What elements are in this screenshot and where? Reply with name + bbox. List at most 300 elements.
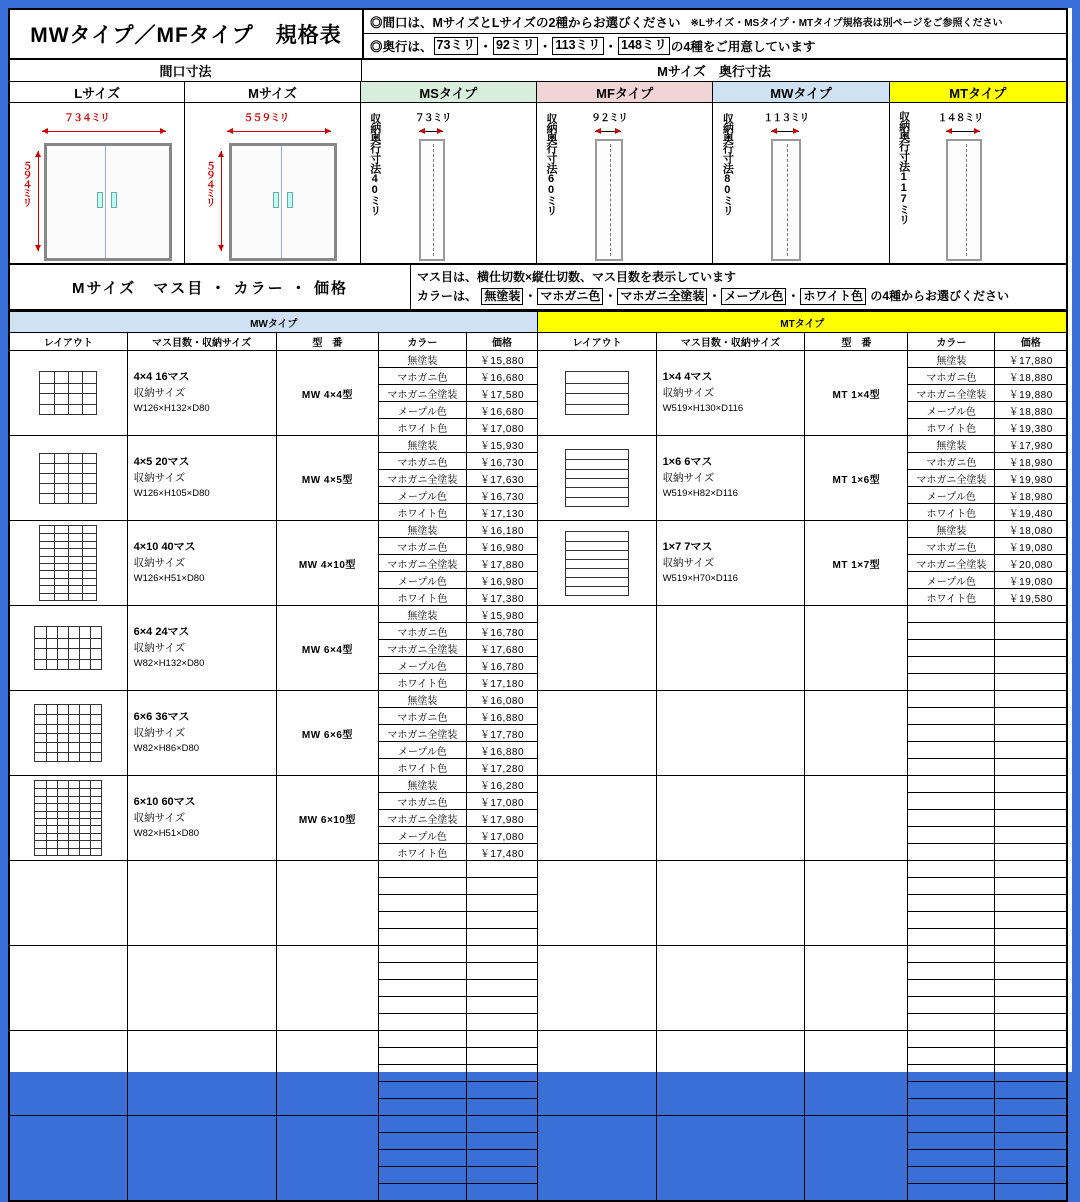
dimension-col-m-label: Mサイズ: [185, 82, 359, 103]
price-cell: [466, 997, 538, 1014]
price-cell: [995, 776, 1067, 793]
color-cell: [379, 1065, 466, 1082]
m-height-arrow: [221, 151, 222, 251]
price-cell: [995, 844, 1067, 861]
spec-text: 1×6 6マス 収納サイズ W519×H82×D116: [662, 455, 738, 499]
m-width-label: ５５９ミリ: [243, 113, 289, 124]
color-cell: 無塗装: [379, 521, 466, 538]
color-cell: [908, 640, 995, 657]
mw-panel-dashline: [787, 144, 788, 256]
price-cell: ￥16,780: [466, 657, 538, 674]
color-cell: 無塗装: [379, 351, 466, 368]
color-cell: [908, 1031, 995, 1048]
color-cell: [379, 997, 466, 1014]
price-cell: ￥16,980: [466, 538, 538, 555]
price-cell: [466, 1065, 538, 1082]
color-cell: ホワイト色: [908, 504, 995, 521]
color-option-maple: メープル色: [721, 288, 786, 305]
color-cell: [908, 878, 995, 895]
color-cell: [908, 895, 995, 912]
table-col-header: マス目数・収納サイズ: [127, 333, 276, 351]
color-cell: マホガニ全塗装: [379, 385, 466, 402]
table-col-header: マス目数・収納サイズ: [656, 333, 805, 351]
price-cell: ￥16,080: [466, 691, 538, 708]
color-cell: マホガニ色: [908, 453, 995, 470]
color-cell: [379, 895, 466, 912]
spec-cell-empty: [656, 776, 805, 861]
price-cell: [466, 1116, 538, 1133]
color-cell: マホガニ全塗装: [379, 810, 466, 827]
layout-thumbnail: [39, 525, 97, 601]
color-cell: ホワイト色: [379, 759, 466, 776]
color-cell: [908, 946, 995, 963]
dimension-col-mw-figure: [713, 103, 888, 263]
dimension-section-headers: [10, 60, 1066, 82]
dimension-col-m: [185, 82, 360, 263]
layout-cell-empty: [538, 861, 656, 946]
m-window-mullion: [281, 146, 282, 258]
layout-thumbnail: [34, 704, 102, 762]
price-cell: [995, 606, 1067, 623]
price-cell: [995, 980, 1067, 997]
color-cell: マホガニ全塗装: [908, 385, 995, 402]
price-cell: [995, 1099, 1067, 1116]
table-type-header-mw: MWタイプ: [9, 312, 538, 333]
dimension-col-m-figure: [185, 103, 359, 263]
color-cell: 無塗装: [908, 521, 995, 538]
price-cell: ￥16,180: [466, 521, 538, 538]
color-cell: [379, 878, 466, 895]
price-cell: [466, 1167, 538, 1184]
color-cell: [908, 963, 995, 980]
spec-cell: [656, 521, 805, 606]
dimension-col-mt-figure: [890, 103, 1066, 263]
spec-price-table: [8, 311, 1068, 1202]
color-cell: ホワイト色: [379, 844, 466, 861]
price-cell: [995, 1116, 1067, 1133]
spec-cell: [127, 351, 276, 436]
price-cell: ￥18,880: [995, 368, 1067, 385]
color-cell: [908, 844, 995, 861]
l-height-arrow: [38, 151, 39, 251]
color-cell: マホガニ全塗装: [908, 555, 995, 572]
depth-option-73: 73ミリ: [434, 37, 479, 55]
price-cell: [995, 793, 1067, 810]
price-cell: ￥17,080: [466, 793, 538, 810]
model-cell-empty: [805, 1031, 908, 1116]
color-cell: 無塗装: [379, 606, 466, 623]
model-cell: MT 1×7型: [805, 521, 908, 606]
spec-cell: [127, 606, 276, 691]
price-cell: ￥16,680: [466, 402, 538, 419]
maguchi-header: 間口寸法: [10, 60, 362, 82]
model-cell: MT 1×4型: [805, 351, 908, 436]
spec-cell-empty: [656, 1031, 805, 1116]
price-cell: ￥17,780: [466, 725, 538, 742]
dimension-col-l-figure: [10, 103, 184, 263]
color-cell: [908, 708, 995, 725]
color-cell: マホガニ全塗装: [379, 640, 466, 657]
mf-panel-dashline: [610, 144, 611, 256]
header-note-2-post: の4種をご用意しています: [670, 40, 816, 54]
color-cell: [379, 1031, 466, 1048]
layout-thumbnail: [39, 371, 97, 415]
table-col-header: レイアウト: [538, 333, 656, 351]
header-note-1-text: ◎間口は、MサイズとLサイズの2種からお選びください: [370, 15, 681, 30]
price-cell: [466, 946, 538, 963]
price-cell: ￥16,730: [466, 453, 538, 470]
color-cell: メープル色: [379, 402, 466, 419]
price-cell: ￥19,980: [995, 470, 1067, 487]
color-cell: マホガニ全塗装: [908, 470, 995, 487]
layout-cell-empty: [538, 1031, 656, 1116]
layout-cell: [9, 606, 127, 691]
model-cell-empty: [276, 861, 379, 946]
spec-cell-empty: [127, 861, 276, 946]
price-cell: ￥17,080: [466, 827, 538, 844]
mt-depth-label: １４８ミリ: [937, 113, 983, 124]
spec-price-table-body: [9, 312, 1067, 1202]
l-window-drawing: [44, 143, 172, 261]
l-window-handle-right: [111, 192, 117, 208]
color-cell: [908, 691, 995, 708]
price-cell: ￥19,080: [995, 572, 1067, 589]
spec-text: 4×10 40マス 収納サイズ W126×H51×D80: [133, 540, 205, 584]
ms-panel-dashline: [433, 144, 434, 256]
layout-thumbnail: [565, 371, 629, 415]
color-cell: [379, 1184, 466, 1202]
color-cell: [908, 1116, 995, 1133]
price-cell: [466, 929, 538, 946]
price-cell: ￥17,580: [466, 385, 538, 402]
price-cell: [995, 691, 1067, 708]
price-cell: [995, 1031, 1067, 1048]
price-cell: ￥17,880: [995, 351, 1067, 368]
price-cell: [995, 861, 1067, 878]
layout-thumbnail: [34, 626, 102, 670]
price-cell: ￥16,980: [466, 572, 538, 589]
spec-cell-empty: [656, 861, 805, 946]
m-width-arrow: [227, 131, 331, 132]
price-cell: [995, 878, 1067, 895]
model-cell: MT 1×6型: [805, 436, 908, 521]
spec-cell-empty: [656, 946, 805, 1031]
color-cell: [908, 623, 995, 640]
table-col-header: 価格: [995, 333, 1067, 351]
price-cell: [995, 674, 1067, 691]
price-cell: [995, 1167, 1067, 1184]
model-cell-empty: [805, 606, 908, 691]
color-cell: [908, 1048, 995, 1065]
layout-cell-empty: [9, 946, 127, 1031]
price-cell: ￥19,380: [995, 419, 1067, 436]
layout-thumbnail: [39, 453, 97, 504]
price-note-2: カラーは、 無塗装 ・ マホガニ色 ・ マホガニ全塗装 ・ メープル色 ・ ホワイト色 の4種からお選びください: [417, 289, 1010, 303]
price-cell: ￥18,980: [995, 487, 1067, 504]
color-cell: メープル色: [379, 657, 466, 674]
price-cell: ￥16,880: [466, 708, 538, 725]
layout-cell-empty: [538, 606, 656, 691]
color-cell: マホガニ色: [908, 368, 995, 385]
layout-cell: [9, 521, 127, 606]
price-cell: ￥15,880: [466, 351, 538, 368]
price-cell: [995, 1048, 1067, 1065]
price-cell: ￥20,080: [995, 555, 1067, 572]
color-cell: マホガニ色: [379, 368, 466, 385]
dimension-col-mf-label: MFタイプ: [537, 82, 712, 103]
spec-text: 6×4 24マス 収納サイズ W82×H132×D80: [133, 625, 205, 669]
color-cell: マホガニ全塗装: [379, 470, 466, 487]
header-note-1: [364, 10, 1066, 34]
color-cell: 無塗装: [379, 436, 466, 453]
price-cell: [995, 997, 1067, 1014]
price-cell: [995, 963, 1067, 980]
dimension-col-ms-figure: [361, 103, 536, 263]
header-note-1-sub: ※Lサイズ・MSタイプ・MTタイプ規格表は別ページをご参照ください: [690, 18, 1003, 29]
price-section-header: [8, 265, 1068, 311]
price-cell: ￥15,930: [466, 436, 538, 453]
mt-inner-depth-label: 収納奥行寸法117ミリ: [897, 111, 910, 224]
color-cell: メープル色: [379, 827, 466, 844]
color-cell: [908, 657, 995, 674]
layout-cell-empty: [9, 861, 127, 946]
color-cell: [908, 1082, 995, 1099]
depth-option-113: 113ミリ: [552, 37, 603, 55]
dimension-section: [8, 60, 1068, 265]
price-cell: [466, 878, 538, 895]
price-cell: ￥16,280: [466, 776, 538, 793]
spec-cell-empty: [656, 606, 805, 691]
spec-cell: [127, 521, 276, 606]
price-cell: ￥16,730: [466, 487, 538, 504]
color-cell: [379, 1116, 466, 1133]
price-cell: ￥16,680: [466, 368, 538, 385]
price-cell: ￥18,880: [995, 402, 1067, 419]
mf-depth-label: ９２ミリ: [591, 113, 628, 124]
price-cell: [995, 929, 1067, 946]
model-cell-empty: [276, 1031, 379, 1116]
mf-panel-drawing: [595, 139, 623, 261]
price-cell: [995, 827, 1067, 844]
color-cell: [908, 1184, 995, 1202]
color-cell: [908, 674, 995, 691]
dimension-col-mw-label: MWタイプ: [713, 82, 888, 103]
color-cell: [379, 1014, 466, 1031]
depth-option-92: 92ミリ: [493, 37, 538, 55]
dimension-col-mw: [713, 82, 889, 263]
price-cell: [995, 742, 1067, 759]
color-cell: ホワイト色: [908, 419, 995, 436]
dimension-col-mt: [890, 82, 1066, 263]
price-cell: [466, 1150, 538, 1167]
layout-cell: [9, 436, 127, 521]
price-cell: ￥17,380: [466, 589, 538, 606]
table-col-header: 型 番: [805, 333, 908, 351]
model-cell: MW 6×10型: [276, 776, 379, 861]
color-cell: [379, 929, 466, 946]
color-cell: [379, 980, 466, 997]
layout-cell: [9, 691, 127, 776]
color-note-post: の4種からお選びください: [870, 289, 1010, 303]
color-cell: マホガニ色: [379, 793, 466, 810]
price-cell: [995, 1133, 1067, 1150]
color-cell: [908, 1167, 995, 1184]
layout-cell-empty: [538, 776, 656, 861]
color-cell: 無塗装: [379, 691, 466, 708]
color-cell: マホガニ色: [908, 538, 995, 555]
m-window-handle-right: [287, 192, 293, 208]
layout-cell-empty: [538, 691, 656, 776]
price-cell: [995, 946, 1067, 963]
price-cell: ￥17,080: [466, 419, 538, 436]
layout-cell-empty: [538, 1116, 656, 1202]
mt-depth-arrow: [946, 131, 980, 132]
color-cell: マホガニ色: [379, 453, 466, 470]
color-cell: 無塗装: [908, 351, 995, 368]
spec-text: 6×10 60マス 収納サイズ W82×H51×D80: [133, 795, 200, 839]
ms-inner-depth-label: 収納奥行寸法40ミリ: [368, 113, 381, 215]
price-cell: ￥17,980: [466, 810, 538, 827]
price-cell: [466, 1031, 538, 1048]
l-window-handle-left: [97, 192, 103, 208]
header-note-2-pre: ◎奥行は、: [370, 40, 433, 54]
price-cell: [995, 1184, 1067, 1202]
price-cell: ￥19,580: [995, 589, 1067, 606]
color-cell: [908, 827, 995, 844]
spec-cell: [656, 351, 805, 436]
color-option-mahogany: マホガニ色: [537, 288, 603, 305]
color-cell: [379, 1150, 466, 1167]
spec-text: 1×7 7マス 収納サイズ W519×H70×D116: [662, 540, 738, 584]
layout-cell: [538, 521, 656, 606]
price-cell: ￥17,180: [466, 674, 538, 691]
layout-cell: [538, 351, 656, 436]
price-cell: [995, 1082, 1067, 1099]
model-cell: MW 4×5型: [276, 436, 379, 521]
color-cell: マホガニ色: [379, 708, 466, 725]
color-cell: [379, 1133, 466, 1150]
table-col-header: 価格: [466, 333, 538, 351]
color-cell: マホガニ全塗装: [379, 555, 466, 572]
price-cell: ￥19,480: [995, 504, 1067, 521]
dimension-col-l: [10, 82, 185, 263]
price-cell: [466, 861, 538, 878]
color-note-pre: カラーは、: [417, 289, 478, 303]
price-note-1: マス目は、横仕切数×縦仕切数、マス目数を表示しています: [417, 270, 737, 285]
color-cell: メープル色: [379, 742, 466, 759]
price-section-notes: [411, 265, 1066, 309]
price-cell: ￥17,980: [995, 436, 1067, 453]
color-cell: 無塗装: [379, 776, 466, 793]
color-cell: [908, 1099, 995, 1116]
price-cell: [995, 1014, 1067, 1031]
price-cell: ￥19,080: [995, 538, 1067, 555]
price-cell: [995, 895, 1067, 912]
spec-text: 4×4 16マス 収納サイズ W126×H132×D80: [133, 370, 210, 414]
model-cell: MW 6×4型: [276, 606, 379, 691]
mw-inner-depth-label: 収納奥行寸法80ミリ: [721, 113, 734, 215]
dimension-col-mf-figure: [537, 103, 712, 263]
color-cell: [908, 1065, 995, 1082]
model-cell: MW 6×6型: [276, 691, 379, 776]
color-cell: [379, 946, 466, 963]
layout-thumbnail: [565, 531, 629, 596]
mw-depth-arrow: [771, 131, 799, 132]
color-cell: [908, 606, 995, 623]
header-note-2: ◎奥行は、 73ミリ ・ 92ミリ ・ 113ミリ ・ 148ミリ の4種をご用意しています: [370, 38, 816, 54]
price-cell: ￥17,280: [466, 759, 538, 776]
table-col-header: カラー: [908, 333, 995, 351]
mt-panel-dashline: [966, 144, 967, 256]
color-cell: メープル色: [908, 572, 995, 589]
layout-cell: [9, 776, 127, 861]
color-cell: [908, 725, 995, 742]
layout-cell-empty: [9, 1031, 127, 1116]
spec-cell: [656, 436, 805, 521]
color-cell: [908, 759, 995, 776]
price-cell: [995, 1065, 1067, 1082]
price-cell: ￥18,980: [995, 453, 1067, 470]
spec-cell-empty: [127, 1031, 276, 1116]
price-cell: [995, 725, 1067, 742]
color-cell: [379, 1099, 466, 1116]
price-cell: [995, 912, 1067, 929]
price-cell: [995, 810, 1067, 827]
price-cell: [466, 1048, 538, 1065]
table-col-header: レイアウト: [9, 333, 127, 351]
price-cell: ￥17,480: [466, 844, 538, 861]
price-cell: [995, 759, 1067, 776]
price-cell: [466, 1184, 538, 1202]
color-option-white: ホワイト色: [800, 288, 866, 305]
ms-depth-arrow: [419, 131, 443, 132]
price-cell: ￥17,630: [466, 470, 538, 487]
spec-cell-empty: [127, 1116, 276, 1202]
layout-cell: [538, 436, 656, 521]
l-height-label: ５９４ミリ: [20, 161, 31, 206]
color-cell: [379, 1167, 466, 1184]
price-cell: ￥17,680: [466, 640, 538, 657]
mw-depth-label: １１３ミリ: [763, 113, 809, 124]
mt-panel-drawing: [946, 139, 982, 261]
l-window-mullion: [105, 146, 106, 258]
price-cell: [466, 1133, 538, 1150]
color-cell: メープル色: [379, 487, 466, 504]
color-cell: ホワイト色: [379, 589, 466, 606]
m-height-label: ５９４ミリ: [203, 161, 215, 206]
table-col-header: カラー: [379, 333, 466, 351]
color-cell: [379, 1048, 466, 1065]
price-cell: [995, 657, 1067, 674]
price-cell: ￥17,130: [466, 504, 538, 521]
spec-cell-empty: [656, 691, 805, 776]
color-cell: ホワイト色: [908, 589, 995, 606]
color-cell: 無塗装: [908, 436, 995, 453]
spec-cell: [127, 691, 276, 776]
dimension-col-ms-label: MSタイプ: [361, 82, 536, 103]
spec-text: 4×5 20マス 収納サイズ W126×H105×D80: [133, 455, 210, 499]
model-cell-empty: [276, 1116, 379, 1202]
color-cell: メープル色: [908, 402, 995, 419]
price-cell: [995, 708, 1067, 725]
price-cell: [995, 640, 1067, 657]
layout-cell: [9, 351, 127, 436]
color-cell: マホガニ色: [379, 623, 466, 640]
model-cell-empty: [276, 946, 379, 1031]
header-notes: [364, 10, 1066, 58]
price-cell: [466, 1082, 538, 1099]
color-cell: [908, 776, 995, 793]
